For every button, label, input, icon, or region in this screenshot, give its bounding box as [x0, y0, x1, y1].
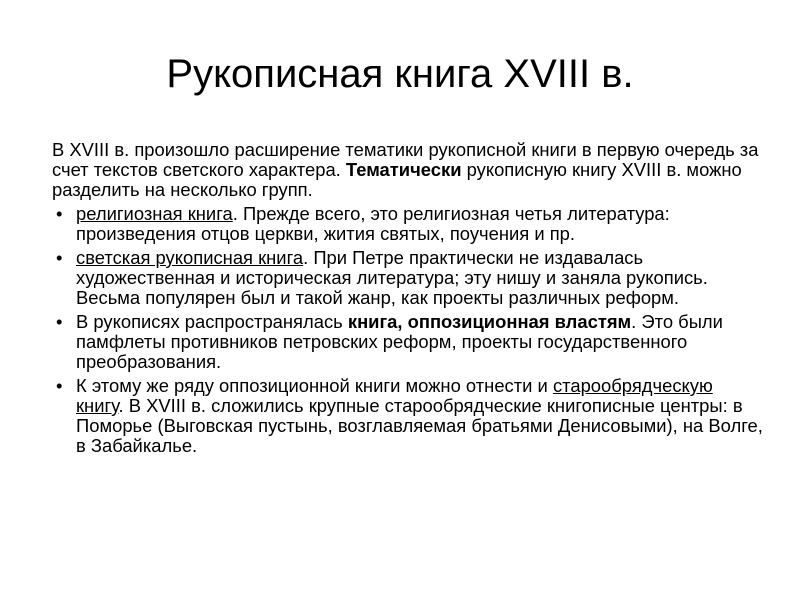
- old-believer-book-text: К этому же ряду оппозиционной книги можно отнести и: [76, 375, 553, 396]
- bullet-secular-book: [52, 248, 764, 308]
- bullet-dot-icon: •: [56, 247, 63, 268]
- old-believer-book-text-after: . В XVIII в. сложились крупные старообрядческие книгописные центры: в Поморье (Выговская пустынь, возглавляемая братьями Денисовыми), на Волге, в Забайкалье.: [76, 395, 763, 456]
- old-believer-book-term: старообрядческую книгу: [76, 375, 713, 416]
- religious-book-term: религиозная книга: [76, 203, 233, 224]
- bullet-dot-icon: •: [56, 311, 63, 332]
- secular-book-text: . При Петре практически не издавалась художественная и историческая литература; эту нишу и заняла рукопись. Весьма популярен был и такой жанр, как проекты различных реформ.: [76, 247, 708, 308]
- bullet-religious-book: [52, 204, 764, 244]
- religious-book-text: . Прежде всего, это религиозная четья литература: произведения отцов церкви, жития святых, поучения и пр.: [76, 203, 670, 244]
- intro-text-after: рукописную книгу XVIII в. можно разделить на несколько групп.: [52, 159, 742, 200]
- bullet-dot-icon: •: [56, 375, 63, 396]
- opposition-book-term: книга, оппозиционная властям: [347, 311, 632, 332]
- bullet-list: [52, 204, 764, 456]
- slide-title: Рукописная книга XVIII в.: [166, 52, 634, 96]
- intro-text: В XVIII в. произошло расширение тематики рукописной книги в первую очередь за счет текстов светского характера.: [52, 139, 759, 180]
- bullet-opposition-book: [52, 312, 764, 372]
- opposition-book-text-after: . Это были памфлеты противников петровских реформ, проекты государственного преобразования.: [76, 311, 723, 372]
- bullet-dot-icon: •: [56, 203, 63, 224]
- slide-body: [52, 140, 764, 460]
- bullet-old-believer-book: [52, 376, 764, 456]
- intro-bold-text: Тематически: [345, 159, 462, 180]
- intro-paragraph: [52, 140, 764, 200]
- opposition-book-text: В рукописях распространялась: [76, 311, 348, 332]
- secular-book-term: светская рукописная книга: [76, 247, 304, 268]
